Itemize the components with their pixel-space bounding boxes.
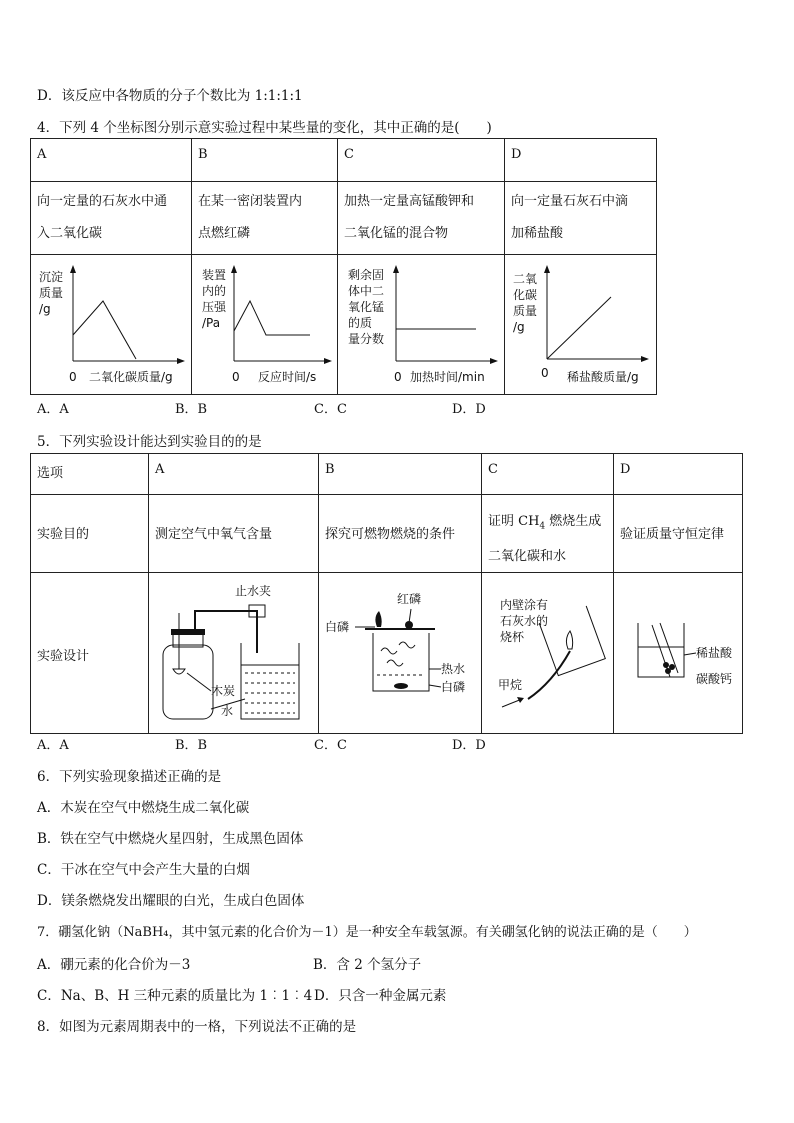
q5-design-d xyxy=(614,572,743,733)
red-phosphorus xyxy=(405,621,413,629)
q5-design-c xyxy=(482,572,614,733)
q5-option-c[interactable]: C．C xyxy=(314,738,347,753)
svg-text:热水: 热水 xyxy=(441,661,466,676)
q5-purpose-d: 验证质量守恒定律 xyxy=(614,495,743,573)
q5-header-c: C xyxy=(482,454,614,495)
svg-text:木炭: 木炭 xyxy=(211,683,236,698)
x-axis-arrow xyxy=(324,358,332,364)
svg-text:压强: 压强 xyxy=(202,300,227,314)
q6-option-b[interactable]: B．铁在空气中燃烧火星四射，生成黑色固体 xyxy=(37,831,304,847)
submerged-white-p xyxy=(394,683,408,689)
apparatus-b xyxy=(319,573,481,729)
q7-option-b[interactable]: B．含 2 个氢分子 xyxy=(313,957,422,973)
apparatus-c xyxy=(482,573,613,729)
q5-row-label-purpose: 实验目的 xyxy=(31,495,149,573)
test-tube-edge xyxy=(660,623,678,673)
q8-stem: 8．如图为元素周期表中的一格，下列说法不正确的是 xyxy=(37,1019,357,1035)
q5-header-b: B xyxy=(319,454,482,495)
svg-text:沉淀: 沉淀 xyxy=(39,270,64,284)
q5-purpose-b: 探究可燃物燃烧的条件 xyxy=(319,495,482,573)
svg-text:稀盐酸: 稀盐酸 xyxy=(696,645,733,660)
svg-text:反应时间/s: 反应时间/s xyxy=(258,370,317,384)
svg-text:0: 0 xyxy=(69,370,77,384)
svg-text:碳酸钙: 碳酸钙 xyxy=(696,671,733,686)
curve-d xyxy=(547,297,611,359)
svg-text:装置: 装置 xyxy=(202,268,227,282)
q5-row-label-option: 选项 xyxy=(31,454,149,495)
q7-option-d[interactable]: D．只含一种金属元素 xyxy=(314,988,447,1004)
q6-stem: 6．下列实验现象描述正确的是 xyxy=(37,769,222,785)
svg-text:的质: 的质 xyxy=(348,316,373,330)
q3-option-d: D．该反应中各物质的分子个数比为 1:1:1:1 xyxy=(37,88,303,104)
graph-c xyxy=(338,255,504,390)
svg-text:质量: 质量 xyxy=(513,304,538,318)
svg-text:水: 水 xyxy=(221,703,234,718)
svg-text:0: 0 xyxy=(232,370,240,384)
q4-option-c[interactable]: C．C xyxy=(314,402,347,417)
q4-graph-d xyxy=(505,255,657,395)
q4-header-c: C xyxy=(338,139,505,182)
y-axis-arrow xyxy=(544,265,550,273)
svg-text:0: 0 xyxy=(541,366,549,380)
q4-stem: 4．下列 4 个坐标图分别示意实验过程中某些量的变化，其中正确的是( ) xyxy=(37,120,492,136)
svg-text:二氧化碳质量/g: 二氧化碳质量/g xyxy=(89,370,173,384)
q7-stem: 7．硼氢化钠（NaBH₄，其中氢元素的化合价为－1）是一种安全车载氢源。有关硼氢化钠的说法正确的是（ ） xyxy=(37,925,697,940)
charcoal-leader xyxy=(187,673,211,691)
q7-option-a[interactable]: A．硼元素的化合价为－3 xyxy=(37,957,191,973)
graph-b xyxy=(192,255,337,390)
x-axis-arrow xyxy=(641,356,649,362)
q5-purpose-c: 证明 $CH_4$ 燃烧生成 二氧化碳和水 xyxy=(482,495,614,573)
spoon xyxy=(173,669,185,674)
svg-text:加热时间/min: 加热时间/min xyxy=(410,370,485,384)
q4-graph-c xyxy=(338,255,505,395)
beaker xyxy=(241,643,299,719)
q7-option-c[interactable]: C．Na、B、H 三种元素的质量比为 1︰1︰4 xyxy=(37,988,313,1004)
q6-option-c[interactable]: C．干冰在空气中会产生大量的白烟 xyxy=(37,862,250,878)
svg-text:甲烷: 甲烷 xyxy=(498,677,523,692)
q4-desc-d: 向一定量石灰石中滴 加稀盐酸 xyxy=(505,182,657,255)
svg-text:内壁涂有: 内壁涂有 xyxy=(500,597,549,612)
svg-text:/Pa: /Pa xyxy=(202,316,221,330)
q4-option-b[interactable]: B．B xyxy=(175,402,208,417)
q5-row-label-design: 实验设计 xyxy=(31,572,149,733)
q5-option-b[interactable]: B．B xyxy=(175,738,208,753)
svg-text:剩余固: 剩余固 xyxy=(348,268,385,282)
q5-option-a[interactable]: A．A xyxy=(37,738,69,753)
graph-a xyxy=(31,255,191,390)
x-axis-arrow xyxy=(490,358,498,364)
svg-text:二氧: 二氧 xyxy=(513,272,538,286)
q5-table xyxy=(30,453,743,734)
x-axis-arrow xyxy=(177,358,185,364)
q5-header-a: A xyxy=(149,454,319,495)
apparatus-a xyxy=(149,573,318,729)
q5-design-a xyxy=(149,572,319,733)
q6-option-d[interactable]: D．镁条燃烧发出耀眼的白光，生成白色固体 xyxy=(37,893,305,909)
apparatus-d xyxy=(614,573,742,729)
q4-graph-b xyxy=(192,255,338,395)
calcium-carbonate xyxy=(665,668,671,674)
water-hatch xyxy=(245,673,295,713)
white-p2-leader xyxy=(429,685,441,687)
svg-text:白磷: 白磷 xyxy=(441,679,466,694)
q6-option-a[interactable]: A．木炭在空气中燃烧生成二氧化碳 xyxy=(37,800,250,816)
q5-purpose-a: 测定空气中氧气含量 xyxy=(149,495,319,573)
q5-header-d: D xyxy=(614,454,743,495)
q4-graph-a xyxy=(31,255,192,395)
flow-arrowhead xyxy=(517,697,524,703)
q4-desc-b: 在某一密闭装置内 点燃红磷 xyxy=(192,182,338,255)
q5-stem: 5．下列实验设计能达到实验目的的是 xyxy=(37,434,262,450)
curve-a xyxy=(73,301,136,359)
q5-design-b xyxy=(319,572,482,733)
bottle xyxy=(163,645,213,719)
steam xyxy=(381,642,415,666)
red-p-leader xyxy=(409,609,411,623)
q4-desc-c: 加热一定量高锰酸钾和 二氧化锰的混合物 xyxy=(338,182,505,255)
flame xyxy=(375,611,381,627)
q4-option-d[interactable]: D．D xyxy=(452,402,486,417)
svg-text:内的: 内的 xyxy=(202,284,227,298)
acid-leader xyxy=(684,653,696,655)
calcium-carbonate xyxy=(663,662,669,668)
q4-table xyxy=(30,138,657,395)
curve-b xyxy=(234,301,310,335)
svg-text:体中二: 体中二 xyxy=(348,284,385,298)
svg-text:稀盐酸质量/g: 稀盐酸质量/g xyxy=(567,370,639,384)
beaker xyxy=(373,633,429,691)
flame xyxy=(566,631,572,649)
stopper xyxy=(171,629,205,635)
q4-header-b: B xyxy=(192,139,338,182)
y-axis-arrow xyxy=(231,265,237,273)
svg-text:石灰水的: 石灰水的 xyxy=(500,613,549,628)
svg-text:红磷: 红磷 xyxy=(397,591,422,606)
svg-text:0: 0 xyxy=(394,370,402,384)
y-axis-arrow xyxy=(70,265,76,273)
graph-d xyxy=(505,255,656,390)
svg-text:/g: /g xyxy=(39,302,51,316)
q4-header-d: D xyxy=(505,139,657,182)
svg-text:止水夹: 止水夹 xyxy=(235,583,272,598)
q4-header-a: A xyxy=(31,139,192,182)
q4-option-a[interactable]: A．A xyxy=(37,402,69,417)
svg-text:氧化锰: 氧化锰 xyxy=(348,300,385,314)
svg-text:/g: /g xyxy=(513,320,525,334)
q5-option-d[interactable]: D．D xyxy=(452,738,486,753)
svg-text:烧杯: 烧杯 xyxy=(500,629,525,644)
y-axis-arrow xyxy=(393,265,399,273)
svg-text:白磷: 白磷 xyxy=(325,619,350,634)
q4-desc-a: 向一定量的石灰水中通 入二氧化碳 xyxy=(31,182,192,255)
svg-text:化碳: 化碳 xyxy=(513,288,538,302)
svg-text:质量: 质量 xyxy=(39,286,64,300)
svg-text:量分数: 量分数 xyxy=(348,332,385,346)
gas-tube xyxy=(528,651,570,699)
